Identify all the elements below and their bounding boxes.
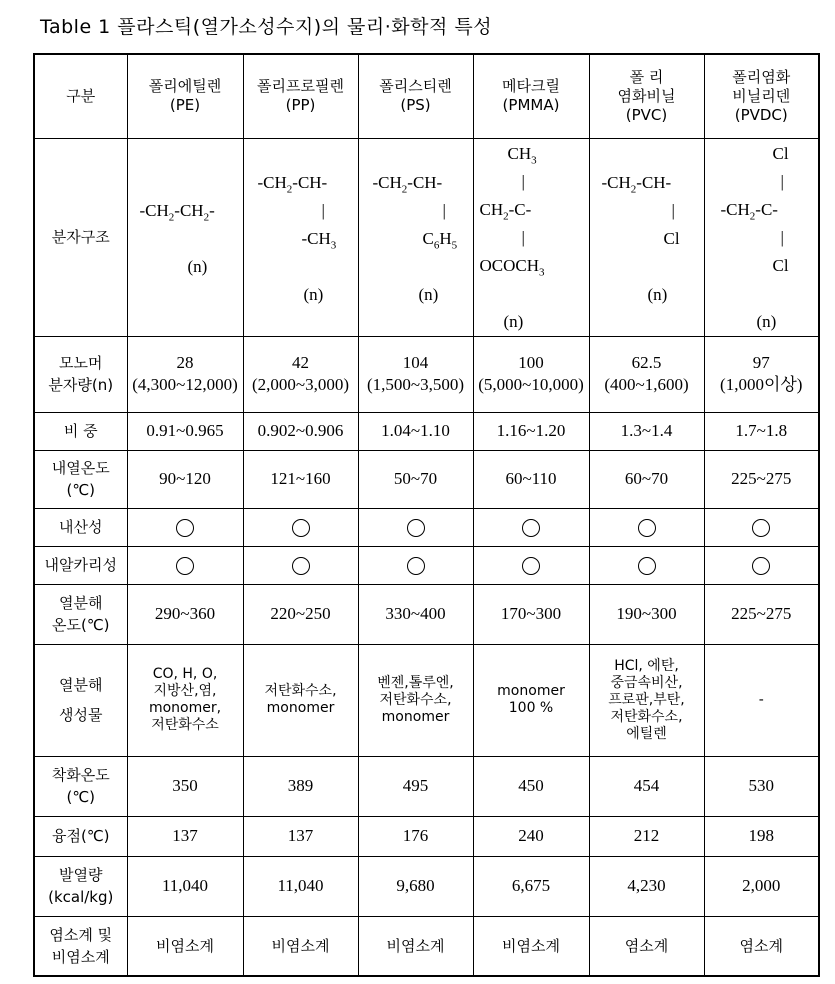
ps-sub: $C_6H_5$ <box>422 229 458 252</box>
pp-n: (n) <box>303 285 324 304</box>
calorific-pvc: 4,230 <box>589 856 704 916</box>
ignition-ps: 495 <box>358 756 473 816</box>
ignition-pp: 389 <box>243 756 358 816</box>
ps-chain: $-CH_2-CH-$ <box>372 173 443 196</box>
decomp-temp-pe: 290~360 <box>127 584 243 644</box>
pmma-bar: | <box>521 172 525 191</box>
calorific-pp: 11,040 <box>243 856 358 916</box>
properties-table <box>33 53 820 977</box>
heat-res-pmma: 60~110 <box>473 450 589 508</box>
mw-pmma: 100 (5,000~10,000) <box>473 336 589 412</box>
melting-pe: 137 <box>127 816 243 856</box>
acid-pe <box>127 508 243 546</box>
ignition-label: 착화온도 (℃) <box>34 756 127 816</box>
circle-mark <box>407 557 425 575</box>
acid-pvdc <box>704 508 819 546</box>
pmma-chain: $CH_2-C-$ <box>479 200 532 223</box>
decomp-prod-pe: CO, H, O, 지방산,염, monomer, 저탄화수소 <box>127 644 243 756</box>
row-alkali-resistance <box>34 546 819 584</box>
acid-pvc <box>589 508 704 546</box>
heat-res-ps: 50~70 <box>358 450 473 508</box>
flame-pe: 비염소계 <box>127 916 243 976</box>
heat-res-pvc: 60~70 <box>589 450 704 508</box>
flame-ps: 비염소계 <box>358 916 473 976</box>
pvc-chain: $-CH_2-CH-$ <box>601 173 672 196</box>
pmma-sub: $OCOCH_3$ <box>479 256 545 279</box>
heat-res-pp: 121~160 <box>243 450 358 508</box>
pvc-n: (n) <box>647 285 668 304</box>
circle-mark <box>292 557 310 575</box>
row-molecular-weight <box>34 336 819 412</box>
structure-pe <box>127 138 243 336</box>
mw-ps: 104 (1,500~3,500) <box>358 336 473 412</box>
mw-label: 모노머 분자량(n) <box>34 336 127 412</box>
sg-pp: 0.902~0.906 <box>243 412 358 450</box>
pvdc-top: Cl <box>772 144 789 163</box>
decomp-temp-pvdc: 225~275 <box>704 584 819 644</box>
sg-pe: 0.91~0.965 <box>127 412 243 450</box>
ps-n: (n) <box>418 285 439 304</box>
pe-chain: $-CH_2-CH_2-$ <box>139 201 215 224</box>
acid-label: 내산성 <box>34 508 127 546</box>
acid-ps <box>358 508 473 546</box>
decomp-prod-pmma: monomer 100 % <box>473 644 589 756</box>
circle-mark <box>176 519 194 537</box>
alkali-pvc <box>589 546 704 584</box>
circle-mark <box>752 557 770 575</box>
pvdc-sub: Cl <box>772 256 789 275</box>
alkali-label: 내알카리성 <box>34 546 127 584</box>
header-pvdc: 폴리염화 비닐리덴 (PVDC) <box>704 54 819 138</box>
decomp-prod-pvdc: - <box>704 644 819 756</box>
melting-pvdc: 198 <box>704 816 819 856</box>
row-decomposition-temp <box>34 584 819 644</box>
table-title: Table 1 플라스틱(열가소성수지)의 물리·화학적 특성 <box>40 16 493 38</box>
pe-n: (n) <box>187 257 208 276</box>
alkali-ps <box>358 546 473 584</box>
mw-pvdc: 97 (1,000이상) <box>704 336 819 412</box>
pmma-bar2: | <box>521 228 525 247</box>
pvc-bar: | <box>671 201 675 220</box>
alkali-pe <box>127 546 243 584</box>
calorific-pvdc: 2,000 <box>704 856 819 916</box>
decomp-prod-label: 열분해 생성물 <box>34 644 127 756</box>
alkali-pvdc <box>704 546 819 584</box>
decomp-temp-ps: 330~400 <box>358 584 473 644</box>
pp-chain: $-CH_2-CH-$ <box>257 173 328 196</box>
decomp-temp-label: 열분해 온도(℃) <box>34 584 127 644</box>
flame-pvc: 염소계 <box>589 916 704 976</box>
ps-bar: | <box>442 201 446 220</box>
ignition-pvdc: 530 <box>704 756 819 816</box>
circle-mark <box>638 519 656 537</box>
structure-pmma <box>473 138 589 336</box>
row-specific-gravity <box>34 412 819 450</box>
row-chlorine-class <box>34 916 819 976</box>
melting-pvc: 212 <box>589 816 704 856</box>
decomp-temp-pp: 220~250 <box>243 584 358 644</box>
header-pe: 폴리에틸렌 (PE) <box>127 54 243 138</box>
pp-bar: | <box>321 201 325 220</box>
heat-res-pe: 90~120 <box>127 450 243 508</box>
calorific-ps: 9,680 <box>358 856 473 916</box>
decomp-prod-pvc: HCl, 에탄, 중금속비산, 프로판,부탄, 저탄화수소, 에틸렌 <box>589 644 704 756</box>
flame-pmma: 비염소계 <box>473 916 589 976</box>
pmma-n: (n) <box>503 312 524 331</box>
structure-ps <box>358 138 473 336</box>
sg-pvc: 1.3~1.4 <box>589 412 704 450</box>
row-acid-resistance <box>34 508 819 546</box>
ignition-pmma: 450 <box>473 756 589 816</box>
sg-ps: 1.04~1.10 <box>358 412 473 450</box>
melting-pmma: 240 <box>473 816 589 856</box>
mw-pe: 28 (4,300~12,000) <box>127 336 243 412</box>
circle-mark <box>522 519 540 537</box>
pmma-top: $CH_3$ <box>507 144 537 167</box>
mw-pp: 42 (2,000~3,000) <box>243 336 358 412</box>
calorific-pe: 11,040 <box>127 856 243 916</box>
structure-pvc <box>589 138 704 336</box>
decomp-temp-pvc: 190~300 <box>589 584 704 644</box>
pp-sub: $-CH_3$ <box>301 229 337 252</box>
pvdc-bar: | <box>780 172 784 191</box>
ignition-pe: 350 <box>127 756 243 816</box>
header-ps: 폴리스티렌 (PS) <box>358 54 473 138</box>
acid-pp <box>243 508 358 546</box>
row-ignition-temp <box>34 756 819 816</box>
melting-pp: 137 <box>243 816 358 856</box>
flame-pp: 비염소계 <box>243 916 358 976</box>
pvc-sub: Cl <box>663 229 680 248</box>
circle-mark <box>522 557 540 575</box>
heat-res-label: 내열온도 (℃) <box>34 450 127 508</box>
pvdc-chain: $-CH_2-C-$ <box>720 200 778 223</box>
structure-pvdc <box>704 138 819 336</box>
structure-pp <box>243 138 358 336</box>
calorific-pmma: 6,675 <box>473 856 589 916</box>
pvdc-bar2: | <box>780 228 784 247</box>
row-calorific-value <box>34 856 819 916</box>
circle-mark <box>752 519 770 537</box>
alkali-pp <box>243 546 358 584</box>
circle-mark <box>176 557 194 575</box>
sg-pvdc: 1.7~1.8 <box>704 412 819 450</box>
pvdc-n: (n) <box>756 312 777 331</box>
heat-res-pvdc: 225~275 <box>704 450 819 508</box>
mw-pvc: 62.5 (400~1,600) <box>589 336 704 412</box>
header-pvc: 폴 리 염화비닐 (PVC) <box>589 54 704 138</box>
header-pp: 폴리프로필렌 (PP) <box>243 54 358 138</box>
decomp-prod-ps: 벤젠,톨루엔, 저탄화수소, monomer <box>358 644 473 756</box>
ignition-pvc: 454 <box>589 756 704 816</box>
structure-row <box>34 138 819 336</box>
calorific-label: 발열량 (kcal/kg) <box>34 856 127 916</box>
melting-label: 융점(℃) <box>34 816 127 856</box>
alkali-pmma <box>473 546 589 584</box>
circle-mark <box>407 519 425 537</box>
decomp-temp-pmma: 170~300 <box>473 584 589 644</box>
circle-mark <box>292 519 310 537</box>
row-melting-point <box>34 816 819 856</box>
acid-pmma <box>473 508 589 546</box>
sg-pmma: 1.16~1.20 <box>473 412 589 450</box>
melting-ps: 176 <box>358 816 473 856</box>
circle-mark <box>638 557 656 575</box>
decomp-prod-pp: 저탄화수소, monomer <box>243 644 358 756</box>
flame-pvdc: 염소계 <box>704 916 819 976</box>
sg-label: 비 중 <box>34 412 127 450</box>
header-row <box>34 54 819 138</box>
header-pmma: 메타크릴 (PMMA) <box>473 54 589 138</box>
header-label: 구분 <box>34 54 127 138</box>
row-decomposition-products <box>34 644 819 756</box>
structure-label: 분자구조 <box>34 138 127 336</box>
row-heat-resistance <box>34 450 819 508</box>
flame-label: 염소계 및 비염소계 <box>34 916 127 976</box>
